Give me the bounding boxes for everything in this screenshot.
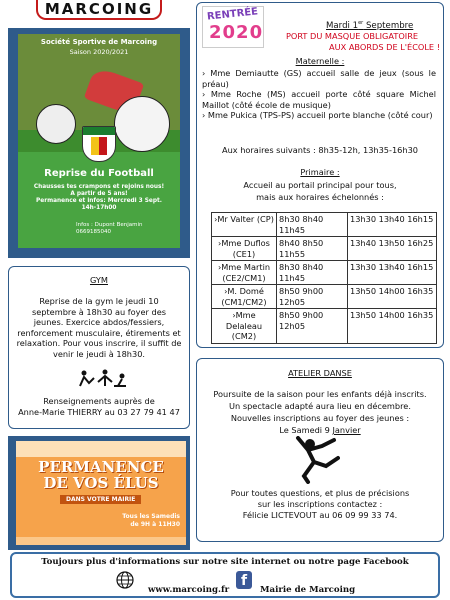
table-row: ›Mme Delaleau (CM2) 8h50 9h00 12h05 13h50 14h00 16h35: [212, 309, 437, 344]
maternelle-item: › Mme Demiautte (GS) accueil salle de jeux (sous le préau): [202, 68, 436, 89]
maternelle-title: Maternelle :: [295, 56, 345, 66]
gym-body: Reprise de la gym le jeudi 10 septembre à 18h30 au foyer des jeunes. Exercice abdos/fessiers, renforcement musculaire, étirements et relaxation. Pour vous inscrire, il suffit de venir le jeudi à 18h30.: [16, 296, 182, 359]
website-link[interactable]: www.marcoing.fr: [148, 585, 230, 595]
maternelle-list: [202, 68, 436, 121]
danse-line-4: Le Samedi 9 Janvier: [279, 425, 361, 435]
maternelle-item: › Mme Roche (MS) accueil porte côté square Michel Maillot (côté école de musique): [202, 89, 436, 110]
club-crest: [82, 126, 116, 162]
mask-line-2: AUX ABORDS DE L'ÉCOLE !: [329, 42, 440, 52]
rentree-date: Mardi 1er Septembre: [326, 20, 414, 31]
football-title: Reprise du Football: [44, 168, 154, 179]
rentree-badge: RENTRÉE 2020: [202, 6, 264, 48]
club-name: Société Sportive de Marcoing: [40, 38, 158, 46]
permanence-hours: de 9H à 11H30: [130, 521, 180, 528]
football-icon: [114, 96, 170, 152]
permanence-title-2: DE VOS ÉLUS: [43, 474, 159, 492]
football-line2: A partir de 5 ans!: [70, 191, 128, 197]
facebook-link[interactable]: Mairie de Marcoing: [260, 585, 356, 595]
gym-contact-phone: Anne-Marie THIERRY au 03 27 79 41 47: [18, 407, 180, 417]
table-row: ›M. Domé (CM1/CM2) 8h50 9h00 12h05 13h50 14h00 16h35: [212, 285, 437, 309]
table-row: ›Mme Duflos (CE1) 8h40 8h50 11h55 13h40 13h50 16h25: [212, 237, 437, 261]
football-line1: Chausses tes crampons et rejoins nous!: [33, 184, 165, 190]
danse-line-2: Un spectacle adapté aura lieu en décembre.: [229, 401, 411, 411]
globe-icon: [116, 571, 134, 589]
danse-line-6: sur les inscriptions contactez :: [257, 499, 383, 509]
facebook-icon[interactable]: f: [236, 571, 252, 589]
football-info-name: Infos : Dupont Benjamin: [76, 222, 143, 228]
danse-line-5: Pour toutes questions, et plus de précisions: [230, 488, 410, 498]
footer-headline: Toujours plus d'informations sur notre site internet ou notre page Facebook: [41, 557, 409, 567]
exercise-icons: [78, 368, 128, 390]
permanence-days: Tous les Samedis: [122, 513, 180, 520]
permanence-subtitle: DANS VOTRE MAIRIE: [60, 495, 141, 504]
football-info-phone: 0669185040: [76, 229, 111, 235]
danse-line-1: Poursuite de la saison pour les enfants déjà inscrits.: [213, 389, 427, 399]
danse-line-3: Nouvelles inscriptions au foyer des jeunes :: [230, 413, 410, 423]
maternelle-item: › Mme Pukica (TPS-PS) accueil porte blanche (côté cour): [202, 110, 433, 120]
football-flyer: [18, 34, 180, 248]
danse-title: ATELIER DANSE: [288, 368, 352, 378]
season-label: Saison 2020/2021: [69, 48, 129, 56]
schedule-table: [211, 212, 437, 344]
town-logo: MARCOING: [36, 0, 162, 20]
permanence-title-1: PERMANENCE: [38, 458, 164, 476]
football-icon: [36, 104, 76, 144]
table-row: ›Mr Valter (CP) 8h30 8h40 11h45 13h30 13h40 16h15: [212, 213, 437, 237]
football-line3: Permanence et infos: Mercredi 3 Sept.: [36, 198, 162, 204]
horaires-line: Aux horaires suivants : 8h35-12h, 13h35-16h30: [222, 145, 418, 155]
primaire-line-1: Accueil au portail principal pour tous,: [243, 180, 397, 190]
dancer-icon: [294, 436, 340, 484]
primaire-line-2: mais aux horaires échelonnés :: [256, 192, 384, 202]
danse-line-7: Félicie LICTEVOUT au 06 09 99 33 74.: [242, 510, 398, 520]
football-line4: 14h-17h00: [81, 205, 117, 211]
gym-title: GYM: [89, 275, 108, 285]
primaire-title: Primaire :: [300, 167, 340, 177]
mask-line-1: PORT DU MASQUE OBLIGATOIRE: [285, 31, 419, 41]
permanence-banner: [16, 441, 186, 545]
gym-contact-intro: Renseignements auprès de: [43, 396, 155, 406]
table-row: ›Mme Martin (CE2/CM1) 8h30 8h40 11h45 13h30 13h40 16h15: [212, 261, 437, 285]
